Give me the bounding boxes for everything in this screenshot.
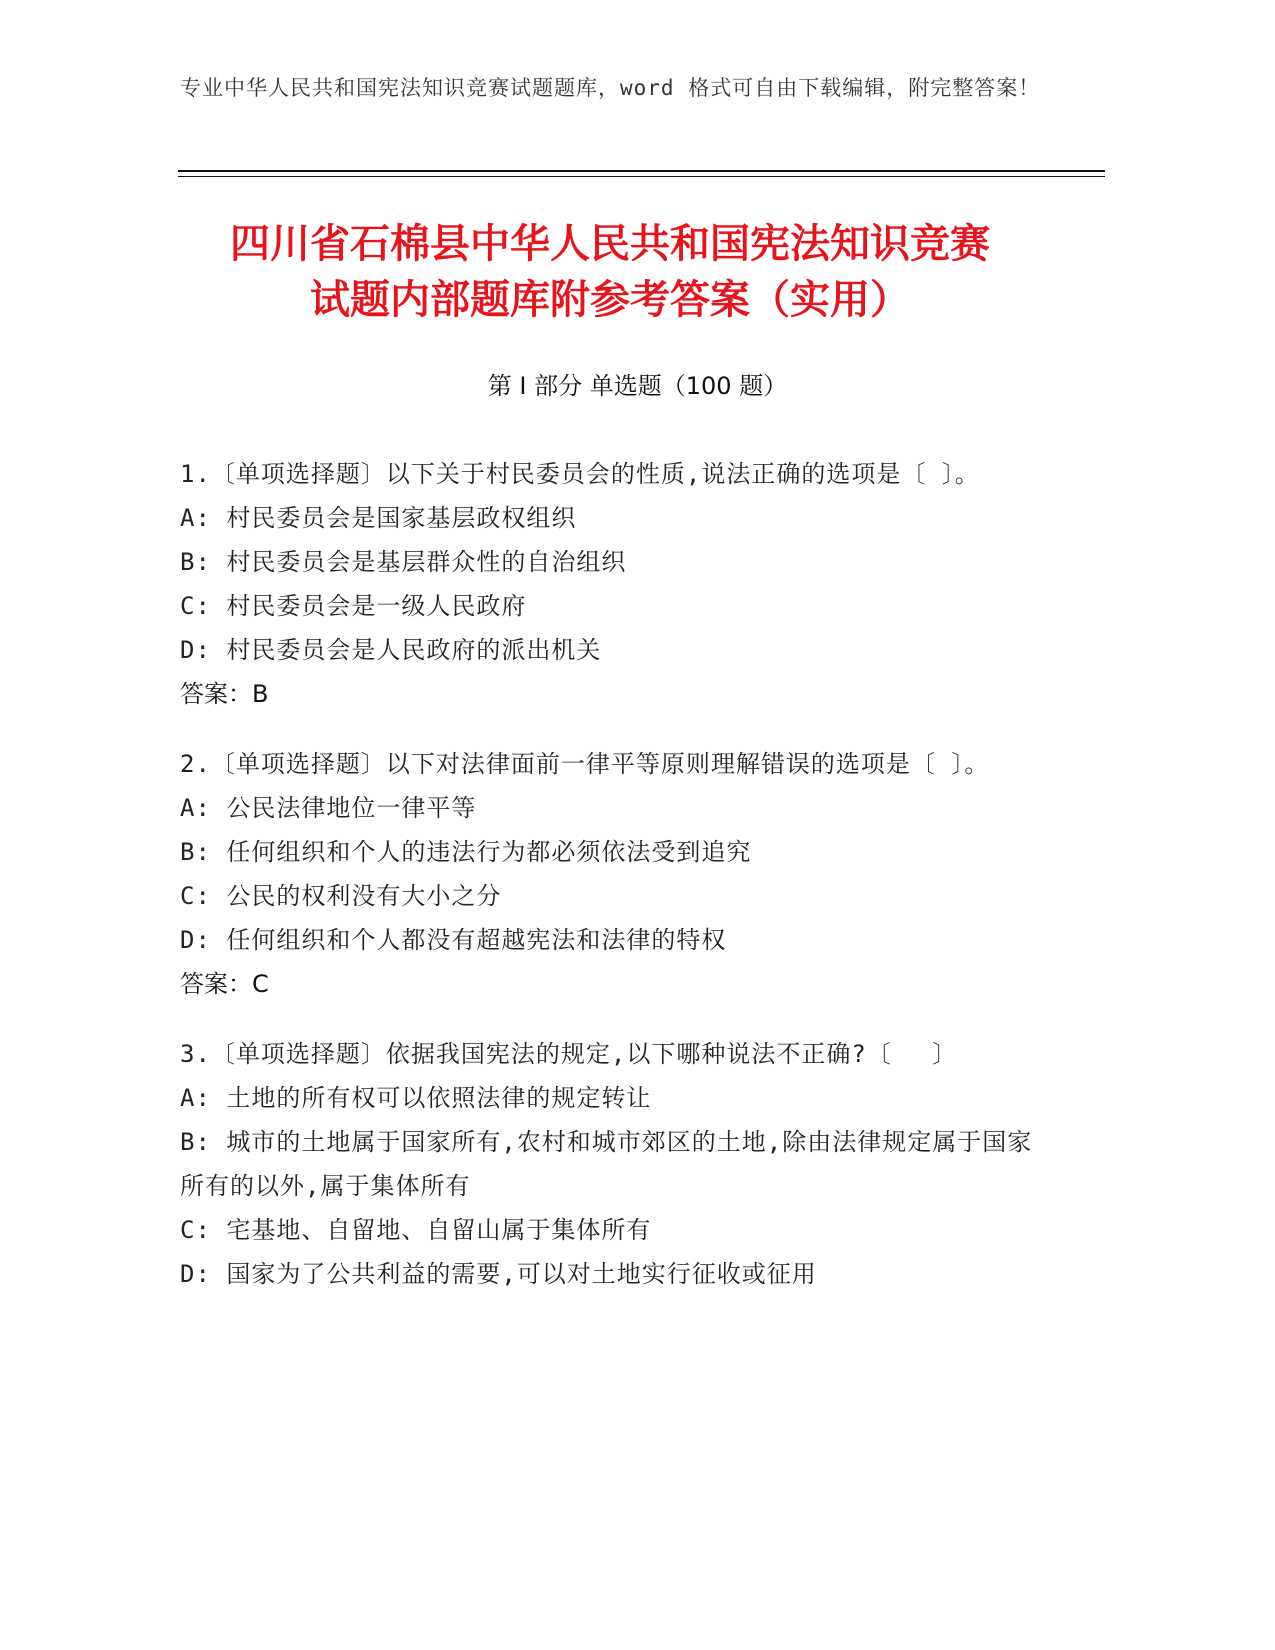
option-d: D: 村民委员会是人民政府的派出机关 bbox=[180, 636, 602, 664]
header-rule-thick bbox=[178, 170, 1105, 172]
option-c: C: 村民委员会是一级人民政府 bbox=[180, 592, 527, 620]
answer: 答案：B bbox=[180, 680, 269, 708]
header-rule-thin bbox=[178, 176, 1105, 177]
document-title bbox=[150, 216, 1070, 328]
document-title-line2: 试题内部题库附参考答案（实用） bbox=[310, 277, 910, 323]
option-c: C: 宅基地、自留地、自留山属于集体所有 bbox=[180, 1216, 652, 1244]
option-c: C: 公民的权利没有大小之分 bbox=[180, 882, 502, 910]
option-d: D: 国家为了公共利益的需要,可以对土地实行征收或征用 bbox=[180, 1260, 817, 1288]
question-3 bbox=[180, 1032, 1040, 1296]
section-title: 第 I 部分 单选题（100 题） bbox=[487, 372, 788, 400]
question-stem: 1.〔单项选择题〕以下关于村民委员会的性质,说法正确的选项是〔 〕。 bbox=[180, 460, 980, 488]
question-1 bbox=[180, 452, 1040, 716]
option-a: A: 公民法律地位一律平等 bbox=[180, 794, 477, 822]
option-d: D: 任何组织和个人都没有超越宪法和法律的特权 bbox=[180, 926, 727, 954]
option-b: B: 村民委员会是基层群众性的自治组织 bbox=[180, 548, 627, 576]
option-b: B: 任何组织和个人的违法行为都必须依法受到追究 bbox=[180, 838, 752, 866]
option-b: B: 城市的土地属于国家所有,农村和城市郊区的土地,除由法律规定属于国家所有的以外,属于集体所有 bbox=[180, 1128, 1033, 1200]
question-stem: 2.〔单项选择题〕以下对法律面前一律平等原则理解错误的选项是〔 〕。 bbox=[180, 750, 990, 778]
option-a: A: 村民委员会是国家基层政权组织 bbox=[180, 504, 577, 532]
question-stem: 3.〔单项选择题〕依据我国宪法的规定,以下哪种说法不正确?〔 〕 bbox=[180, 1040, 958, 1068]
option-a: A: 土地的所有权可以依照法律的规定转让 bbox=[180, 1084, 652, 1112]
header-note: 专业中华人民共和国宪法知识竞赛试题题库，word 格式可自由下载编辑，附完整答案！ bbox=[180, 76, 1041, 100]
answer: 答案：C bbox=[180, 970, 269, 998]
document-title-line1: 四川省石棉县中华人民共和国宪法知识竞赛 bbox=[230, 221, 990, 267]
question-list bbox=[180, 452, 1040, 1322]
question-2 bbox=[180, 742, 1040, 1006]
